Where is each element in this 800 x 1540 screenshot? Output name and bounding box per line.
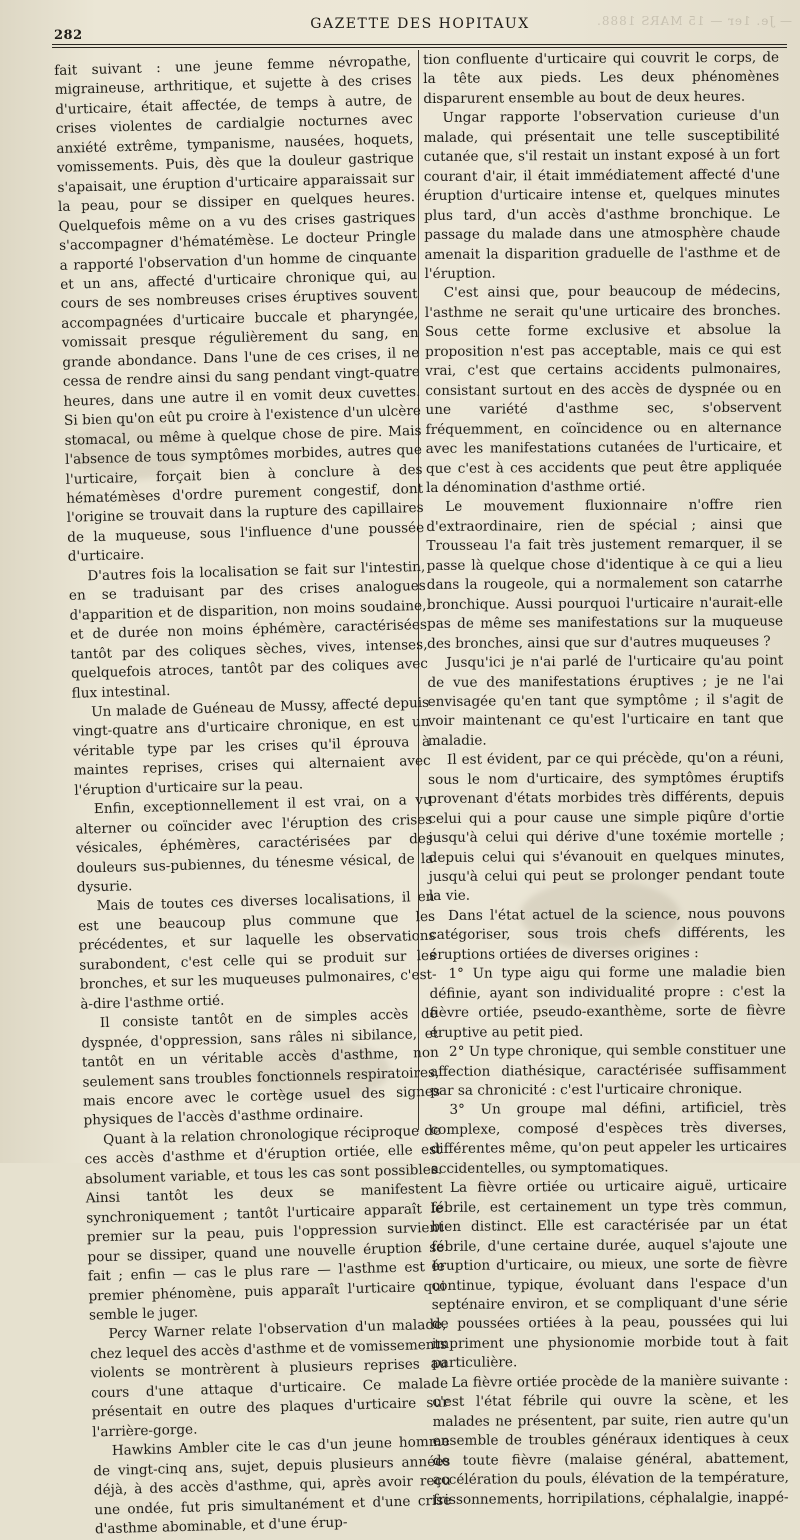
article-paragraph: Le mouvement fluxionnaire n'offre rien d'extraordinaire, rien de spécial ; ainsi que Trousseau l'a fait très justement remarquer, il se passe là quelque chose d'identique à ce qui a lieu dans la rougeole, qui a normalement son catarrhe bronchique. Aussi pourquoi l'urticaire n'aurait-elle pas de même ses manifestations sur la muqueuse des bronches, ainsi que sur d'autres muqueuses ? xyxy=(426,496,784,652)
header-rule-thin xyxy=(52,47,787,48)
article-paragraph: 2° Un type chronique, qui semble constituer une affection diathésique, caractérisée suffisamment par sa chronicité : c'est l'urticaire chronique. xyxy=(430,1041,787,1099)
article-paragraph: Percy Warner relate l'observation d'un malade, chez lequel des accès d'asthme et de vomissements violents se montrèrent à plusieurs reprises au cours d'une attaque d'urticaire. Ce malade présentait en outre des plaques d'urticaire sur l'arrière-gorge. xyxy=(89,1316,449,1441)
article-paragraph: Il est évident, par ce qui précède, qu'on a réuni, sous le nom d'urticaire, des symptômes éruptifs provenant d'états morbides très différents, depuis celui qui a pour cause une simple piqûre d'ortie jusqu'à celui qui dérive d'une toxémie mortelle ; depuis celui qui s'évanouit en quelques minutes, jusqu'à celui qui peut se prolonger pendant toute la vie. xyxy=(428,749,785,905)
article-paragraph: fait suivant : une jeune femme névropathe, migraineuse, arthritique, et sujette à des crises d'urticaire, était affectée, de temps à autre, de crises violentes de cardialgie nocturnes avec anxiété extrême, tympanisme, nausées, hoquets, vomissements. Puis, dès que la douleur gastrique s'apaisait, une éruption d'urticaire apparaissait sur la peau, pour se dissiper en quelques heures. Quelquefois même on a vu des crises gastriques s'accompagner d'hématémèse. Le docteur Pringle a rapporté l'observation d'un homme de cinquante et un ans, affecté d'urticaire chronique qui, au cours de ses nombreuses crises éruptives souvent accompagnées d'urticaire buccale et pharyngée, vomissait presque régulièrement du sang, en grande abondance. Dans l'une de ces crises, il ne cessa de rendre ainsi du sang pendant vingt-quatre heures, dans une autre il en vomit deux cuvettes. Si bien qu'on eût pu croire à l'existence d'un ulcère stomacal, ou même à quelque chose de pire. Mais l'absence de tous symptômes morbides, autres que l'urticaire, forçait bien à conclure à des hématémèses d'ordre purement congestif, dont l'origine se trouvait dans la rupture des capillaires de la muqueuse, sous l'influence d'une poussée d'urticaire. xyxy=(54,53,425,566)
article-paragraph: D'autres fois la localisation se fait sur l'intestin, en se traduisant par des crises analogues d'apparition et de disparition, non moins soudaine, et de durée non moins éphémère, caractérisées tantôt par des coliques sèches, vives, intenses, quelquefois atroces, tantôt par des coliques avec flux intestinal. xyxy=(68,558,429,702)
article-paragraph: Quant à la relation chronologique réciproque de ces accès d'asthme et d'éruption ortiée, elle est absolument variable, et tous les cas sont possibles. Ainsi tantôt les deux se manifestent synchroniquement ; tantôt l'urticaire apparaît le premier sur la peau, puis l'oppression survient pour se dissiper, quand une nouvelle éruption se fait ; enfin — cas le plus rare — l'asthme est le premier phénomène, puis apparaît l'urticaire qui semble le juger. xyxy=(84,1122,446,1324)
article-paragraph: Ungar rapporte l'observation curieuse d'un malade, qui présentait une telle susceptibilité cutanée que, s'il restait un instant exposé à un fort courant d'air, il était immédiatement affecté d'une éruption d'urticaire intense et, quelques minutes plus tard, d'un accès d'asthme bronchique. Le passage du malade dans une atmosphère chaude amenait la disparition graduelle de l'asthme et de l'éruption. xyxy=(423,107,781,282)
article-paragraph: 3° Un groupe mal défini, artificiel, très complexe, composé d'espèces très diverses, différentes même, qu'on peut appeler les urticaires accidentelles, ou symptomatiques. xyxy=(430,1099,787,1177)
article-paragraph: Un malade de Guéneau de Mussy, affecté depuis vingt-quatre ans d'urticaire chronique, en est un véritable type par les crises qu'il éprouva à maintes reprises, crises qui alternaient avec l'éruption d'urticaire sur la peau. xyxy=(72,694,431,799)
article-paragraph: Il consiste tantôt en de simples accès de dyspnée, d'oppression, sans râles ni sibilance, et tantôt en un véritable accès d'asthme, non seulement sans troubles fonctionnels respiratoires, mais encore avec le cortège usuel des signes physiques de l'accès d'asthme ordinaire. xyxy=(81,1005,441,1130)
page-number: 282 xyxy=(54,28,83,43)
article-paragraph: Dans l'état actuel de la science, nous pouvons catégoriser, sous trois chefs différents, les éruptions ortiées de diverses origines : xyxy=(429,905,786,963)
page-header xyxy=(50,12,790,42)
article-paragraph: La fièvre ortiée procède de la manière suivante : c'est l'état fébrile qui ouvre la scène, et les malades ne présentent, par suite, rien autre qu'un ensemble de troubles généraux identiques à ceux de toute fièvre (malaise général, abattement, accélération du pouls, élévation de la température, frissonnements, horripilations, céphalalgie, inappé- xyxy=(432,1372,790,1508)
article-paragraph: 1° Un type aigu qui forme une maladie bien définie, ayant son individualité propre : c'est la fièvre ortiée, pseudo-exanthème, sorte de fièvre éruptive au petit pied. xyxy=(429,963,786,1041)
right-column xyxy=(423,49,789,1510)
article-paragraph: Mais de toutes ces diverses localisations, il en est une beaucoup plus commune que les précédentes, et sur laquelle les observations surabondent, c'est celle qui se produit sur les bronches, et sur les muqueuses pulmonaires, c'est-à-dire l'asthme ortié. xyxy=(77,889,437,1013)
article-paragraph: Jusqu'ici je n'ai parlé de l'urticaire qu'au point de vue des manifestations éruptives ; je ne l'ai envisagée qu'en tant que symptôme ; il s'agit de voir maintenant ce qu'est l'urticaire en tant que maladie. xyxy=(427,652,784,749)
article-paragraph: Hawkins Ambler cite le cas d'un jeune homme de vingt-cinq ans, sujet, depuis plusieurs années déjà, à des accès d'asthme, qui, après avoir reçu une ondée, fut pris simultanément et d'une crise d'asthme abominable, et d'une érup- xyxy=(93,1433,452,1538)
article-paragraph: Enfin, exceptionnellement il est vrai, on a vu alterner ou coïncider avec l'éruption des crises vésicales, éphémères, caractérisées par des douleurs sus-pubiennes, du ténesme vésical, de la dysurie. xyxy=(75,791,434,896)
running-title: GAZETTE DES HOPITAUX xyxy=(310,16,530,32)
article-paragraph: La fièvre ortiée ou urticaire aiguë, urticaire fébrile, est certainement un type très commun, bien distinct. Elle est caractérisée par un état fébrile, d'une certaine durée, auquel s'ajoute une éruption d'urticaire, ou mieux, une sorte de fièvre continue, typique, évoluant dans l'espace d'un septénaire environ, et se compliquant d'une série de poussées ortiées à la peau, poussées qui lui impriment une physionomie morbide tout à fait particulière. xyxy=(431,1177,789,1372)
header-rule xyxy=(52,44,787,45)
bleed-through-text: — Je. 1er — 15 MARS 1888. xyxy=(596,14,792,28)
article-paragraph: C'est ainsi que, pour beaucoup de médecins, l'asthme ne serait qu'une urticaire des bronches. Sous cette forme exclusive et absolue la proposition n'est pas acceptable, mais ce qui est vrai, c'est que certains accidents pulmonaires, consistant surtout en des accès de dyspnée ou en une variété d'asthme sec, s'observent fréquemment, en coïncidence ou en alternance avec les manifestations cutanées de l'urticaire, et que c'est à ces accidents que peut être appliquée la dénomination d'asthme ortié. xyxy=(424,282,782,496)
left-column xyxy=(54,52,452,1540)
article-paragraph: tion confluente d'urticaire qui couvrit le corps, de la tête aux pieds. Les deux phénomènes disparurent ensemble au bout de deux heures. xyxy=(423,49,780,107)
